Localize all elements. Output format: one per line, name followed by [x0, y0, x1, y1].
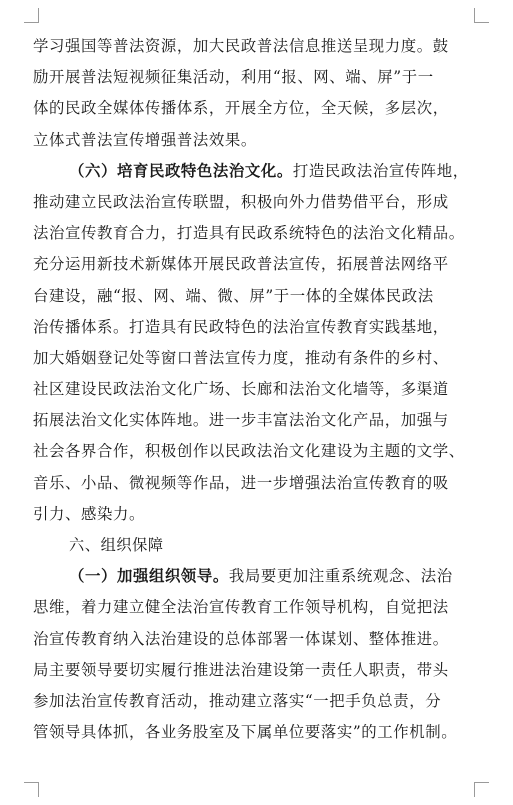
body-line: 充分运用新技术新媒体开展民政普法宣传，拓展普法网络平 [33, 255, 449, 274]
body-line: 局主要领导要切实履行推进法治建设第一责任人职责，带头 [33, 660, 449, 679]
body-line: 体的民政全媒体传播体系，开展全方位，全天候，多层次， [33, 99, 449, 118]
body-line: 管领导具体抓，各业务股室及下属单位要落实”的工作机制。 [33, 723, 458, 742]
body-line: 社会各界合作，积极创作以民政法治文化建设为主题的文学、 [33, 442, 465, 461]
body-line: 拓展法治文化实体阵地。进一步丰富法治文化产品，加强与 [33, 411, 449, 430]
body-line: 立体式普法宣传增强普法效果。 [33, 130, 257, 149]
subsection-one-first-line [33, 561, 485, 592]
chapter-heading: 六、组织保障 [69, 536, 164, 554]
crop-mark-top-right [474, 8, 489, 23]
body-line: 思维，着力建立健全法治宣传教育工作领导机构，自觉把法 [33, 598, 449, 617]
body-line: 音乐、小品、微视频等作品，进一步增强法治宣传教育的吸 [33, 473, 449, 492]
subsection-one-title: （一）加强组织领导。 [69, 567, 229, 586]
body-line: 台建设，融“报、网、端、微、屏”于一体的全媒体民政法 [33, 286, 434, 305]
body-line: 引力、感染力。 [33, 504, 145, 523]
body-line: 法治宣传教育合力，打造具有民政系统特色的法治文化精品。 [33, 224, 465, 243]
crop-mark-bottom-left [24, 782, 39, 797]
body-line: 社区建设民政法治文化广场、长廊和法治文化墙等，多渠道 [33, 380, 449, 399]
body-line: 治传播体系。打造具有民政特色的法治宣传教育实践基地， [33, 317, 449, 336]
body-line: 加大婚姻登记处等窗口普法宣传力度，推动有条件的乡村、 [33, 348, 449, 367]
section-six-title: （六）培育民政特色法治文化。 [69, 161, 293, 180]
body-line: 励开展普法短视频征集活动，利用“报、网、端、屏”于一 [33, 68, 434, 87]
section-six-intro: 打造民政法治宣传阵地， [292, 161, 469, 180]
subsection-one-intro: 我局要更加注重系统观念、法治 [228, 567, 453, 586]
body-line: 推动建立民政法治宣传联盟，积极向外力借势借平台，形成 [33, 192, 449, 211]
body-line: 参加法治宣传教育活动，推动建立落实“一把手负总责，分 [33, 691, 442, 710]
crop-mark-top-left [24, 8, 39, 23]
crop-mark-bottom-right [474, 782, 489, 797]
body-line: 治宣传教育纳入法治建设的总体部署一体谋划、整体推进。 [33, 629, 449, 648]
section-six-first-line [33, 156, 485, 187]
body-line: 学习强国等普法资源，加大民政普法信息推送呈现力度。鼓 [33, 37, 449, 55]
document-body [33, 31, 485, 748]
